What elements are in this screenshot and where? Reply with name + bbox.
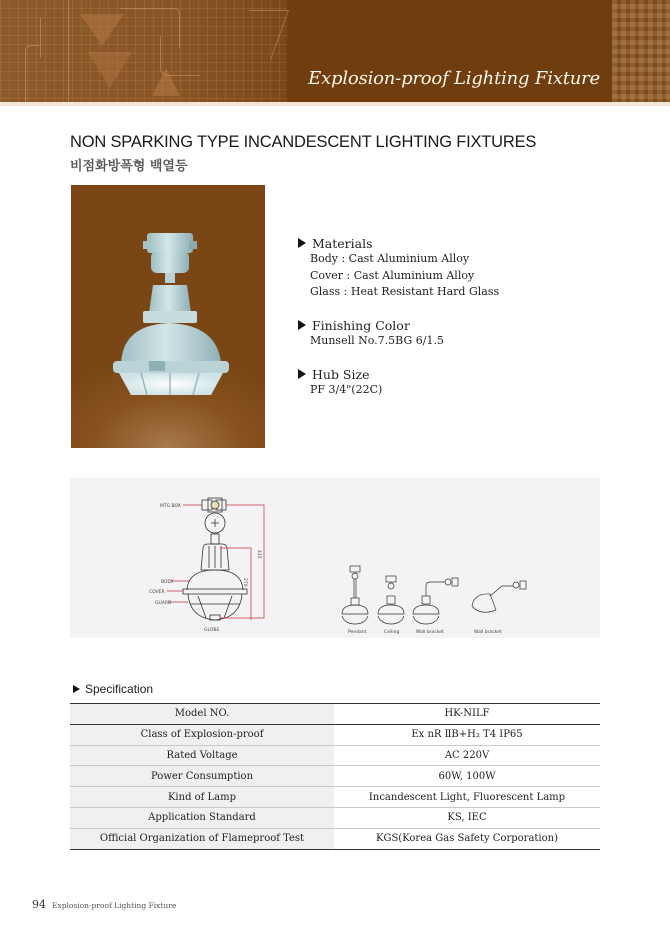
spec-label: Application Standard (70, 807, 334, 828)
feature-line: Cover : Cast Aluminium Alloy (310, 268, 475, 282)
spec-value: Ex nR ⅡB+H₂ T4 IP65 (334, 724, 600, 745)
main-dimension-drawing (183, 498, 247, 620)
banner-circuit-pattern (0, 0, 287, 102)
variant-label: Wall bracket (474, 630, 502, 635)
specification-table (70, 703, 600, 850)
variant-wall-bracket-angled (472, 581, 526, 612)
feature-line: Glass : Heat Resistant Hard Glass (310, 285, 500, 298)
technical-drawing (70, 478, 600, 638)
triangle-bullet-icon (298, 369, 306, 379)
label-globe: GLOBE (204, 628, 220, 633)
table-row (70, 766, 600, 787)
feature-heading: Materials (312, 235, 373, 251)
spec-label: Official Organization of Flameproof Test (70, 828, 334, 849)
page-footer (32, 898, 176, 911)
table-row (70, 724, 600, 745)
feature-hub-size (298, 366, 382, 399)
section-title: Explosion-proof Lighting Fixture (308, 68, 600, 89)
spec-value: KGS(Korea Gas Safety Corporation) (334, 828, 600, 849)
feature-heading: Hub Size (312, 366, 370, 382)
spec-label: Power Consumption (70, 766, 334, 787)
table-row (70, 787, 600, 808)
spec-value: KS, IEC (334, 807, 600, 828)
table-row (70, 704, 600, 725)
triangle-bullet-icon (73, 685, 80, 693)
spec-value: Incandescent Light, Fluorescent Lamp (334, 787, 600, 808)
page-number: 94 (32, 898, 46, 911)
variant-ceiling (378, 576, 404, 624)
product-title: NON SPARKING TYPE INCANDESCENT LIGHTING FIXTURES (70, 133, 537, 151)
spec-value: HK-NILF (334, 704, 600, 725)
label-mtg-box: MTG BOX (160, 504, 181, 509)
feature-line: PF 3/4"(22C) (310, 383, 383, 396)
table-row (70, 745, 600, 766)
banner-divider (0, 102, 670, 106)
feature-line: Body : Cast Aluminium Alloy (310, 252, 470, 265)
banner-grid-pattern (612, 0, 670, 102)
table-row (70, 828, 600, 849)
technical-drawing-panel (70, 478, 600, 638)
spec-label: Model NO. (70, 704, 334, 725)
feature-line: Munsell No.7.5BG 6/1.5 (310, 334, 444, 347)
label-body: BODY (161, 580, 174, 585)
variant-wall-bracket (413, 578, 458, 624)
product-title-korean: 비점화방폭형 백열등 (70, 159, 188, 174)
dimension-lines (167, 505, 264, 620)
spec-value: AC 220V (334, 745, 600, 766)
product-photo (71, 185, 265, 448)
spec-label: Class of Explosion-proof (70, 724, 334, 745)
footer-text: Explosion-proof Lighting Fixture (52, 901, 177, 910)
spec-label: Rated Voltage (70, 745, 334, 766)
label-cover: COVER (149, 590, 165, 595)
specification-heading (73, 682, 153, 696)
spec-label: Kind of Lamp (70, 787, 334, 808)
table-row (70, 807, 600, 828)
variant-label: Pendant (348, 630, 367, 635)
variant-pendant (342, 566, 368, 624)
variant-label: Wall bracket (416, 630, 444, 635)
dimension-total: 415 (256, 550, 261, 559)
variant-label: Ceiling (384, 630, 400, 635)
header-banner (0, 0, 670, 102)
label-guard: GUARD (155, 601, 172, 606)
triangle-bullet-icon (298, 238, 306, 248)
lamp-image (71, 185, 265, 448)
specification-title: Specification (85, 682, 154, 696)
feature-finishing-color (298, 317, 444, 350)
spec-value: 60W, 100W (334, 766, 600, 787)
dimension-body: 270 (242, 578, 247, 587)
triangle-bullet-icon (298, 320, 306, 330)
feature-heading: Finishing Color (312, 317, 410, 333)
feature-materials (298, 235, 499, 301)
